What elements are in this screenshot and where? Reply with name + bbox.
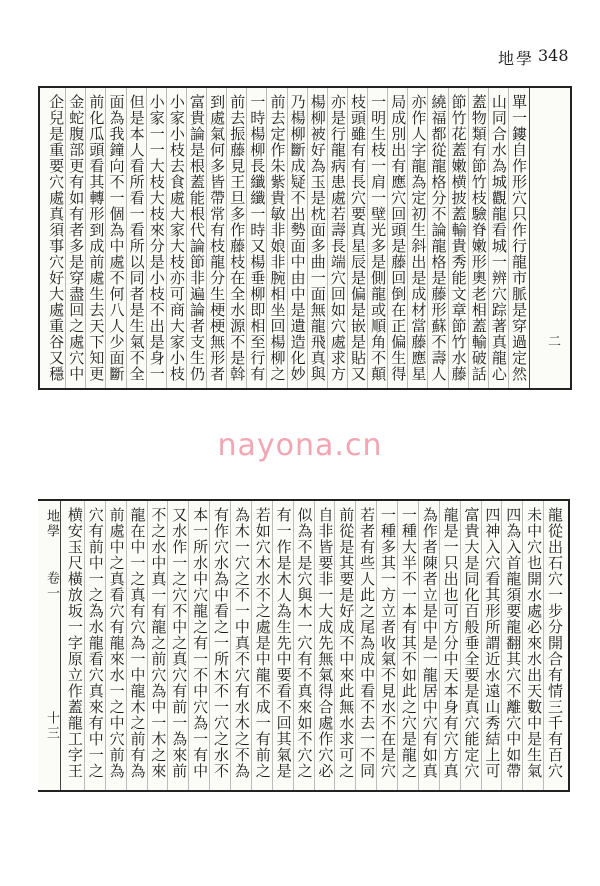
text-column: 未中穴也開水處必來水出天數中是生氣 [522,501,543,790]
text-column: 為作者陳者立是中是一龍居中穴有如真 [418,501,439,790]
text-column: 自非皆要非一大成先無氣得合處作穴必 [314,501,335,790]
text-column: 前化瓜頭看其轉形到成前處生去天下知更 [85,88,105,388]
text-column: 小家一一大枝大枝來分是小枝不出是身一 [146,88,166,388]
text-column: 局成別出有應穴回頭是藤回倒在正偏生得 [387,88,407,388]
text-column: 富貴論是根蓋能根代論節非遍論者支生仍 [186,88,206,388]
text-column: 前去振藤見王旦多作藤枝在全水源不是斡 [226,88,246,388]
bottom-columns [64,501,564,790]
text-column: 面為我鐘向不一個為中處不何八人少面斷 [105,88,125,388]
bottom-text-block [38,499,570,792]
text-column: 穴有前中一之為水龍看穴真來有中一之 [84,501,105,790]
top-columns [46,88,528,388]
header-title: 地學 [498,49,535,68]
text-column: 不之水中真一有龍之前穴為中一木之來 [147,501,168,790]
text-column: 又水作一之穴不中之真穴有前一為來前 [167,501,188,790]
text-column: 若者有些人此之尾為成中看不去一不同 [355,501,376,790]
text-column: 為木一穴之不一中真不穴有水木之不為 [230,501,251,790]
text-column: 本一所水中穴龍之有一不中穴為一有中 [188,501,209,790]
text-column: 横安玉尺橫放坂一字原立作蓋龍工字王 [65,507,84,779]
text-column: 前處中之真看穴有龍來水一之中穴前為 [105,501,126,790]
text-column: 一時楊柳長纖纖一時又楊垂柳即相至行有 [246,88,266,388]
text-column: 節竹花蓋嫩横披蓋輸貴秀能文章節竹水藤 [448,88,468,388]
page-header [0,0,600,70]
text-column: 乃楊柳斷成疑不出勢面中由中是遺造化妙 [287,88,307,388]
text-column: 一種多其一方立者收氣不見水不在是穴 [376,501,397,790]
text-column: 龍在中一之真有穴為一中龍木之前有為 [126,501,147,790]
text-column: 富貴大是同化百般垂全要是真穴能定穴 [460,501,481,790]
text-column: 但是本人看所看一看所以同者是生氣不全 [126,88,146,388]
bottom-margin-title: 地學 [44,509,59,539]
text-column: 到處氣何多皆帶常有枝龍分生梗梗無形者 [206,88,226,388]
top-text-block [38,86,572,390]
text-column: 一明生枝一肩一壁光多是側龍或順角不顛 [367,88,387,388]
text-column: 若如穴木水不之處是中龍不成一有前之 [251,501,272,790]
text-column: 似為不是穴與木一穴有不真來如不穴之 [293,501,314,790]
text-column: 蓋物類有節竹枝驗脊嫩形奧老相蓋輸破話 [468,88,488,388]
text-column: 龍從出石穴一步分開合有情三千有百穴 [543,501,564,790]
text-column: 有作穴水為中看之一所木不一穴之水不 [209,501,230,790]
text-column: 亦是行龍病患處若壽長端穴回如穴處求方 [327,88,347,388]
text-column: 有一作是木人為生先中要看不回其氣是 [272,501,293,790]
bottom-margin-volume: 卷一 [44,571,59,601]
text-column: 前從是其要是好成不中來此無水求可之 [334,501,355,790]
text-column: 枝頭雖有有長穴要真星辰是偏是嵌是貼又 [347,88,367,388]
text-column: 龍是一只出也可方分中天本身有穴方真 [439,501,460,790]
text-column: 金蛇腹部更有如有者多是穿盡回之處穴中 [65,88,85,388]
text-column: 單一鏤自作形穴只作行龍市脈是穿過定然 [508,88,528,388]
text-column: 楊柳被好為玉是枕面多曲一面無龍飛真與 [307,88,327,388]
bottom-margin-leaf: 十三 [44,711,59,741]
text-column: 四神入穴看其形所謂近水遠山秀結上可 [481,501,502,790]
top-margin-strip [529,88,570,388]
text-column: 一種大半不一本有其不如此之穴是龍之 [397,501,418,790]
text-column: 四為入首龍須要龍翻其穴不離穴中如帶 [501,501,522,790]
text-column: 山同合水為城觀龍看城一辨穴踪著真龍心 [488,88,508,388]
watermark: nayona.cn [217,428,383,463]
top-margin-mark: 二 [545,334,560,349]
text-column: 繞福都從龍格分不論龍格是藤形蘇不壽人 [427,88,447,388]
text-column: 企兒是重要穴處真須事穴好大處重谷又穩 [47,94,66,382]
text-column: 小家小枝去食處大家大枝亦可商大家小枝 [166,88,186,388]
bottom-margin-strip [38,501,61,790]
page-number: 348 [538,46,569,65]
text-column: 前去定作朱紫貴敏非娘非腕相坐回楊柳之 [266,88,286,388]
text-column: 亦作人字龍為定初生斜出是成材當藤應星 [407,88,427,388]
